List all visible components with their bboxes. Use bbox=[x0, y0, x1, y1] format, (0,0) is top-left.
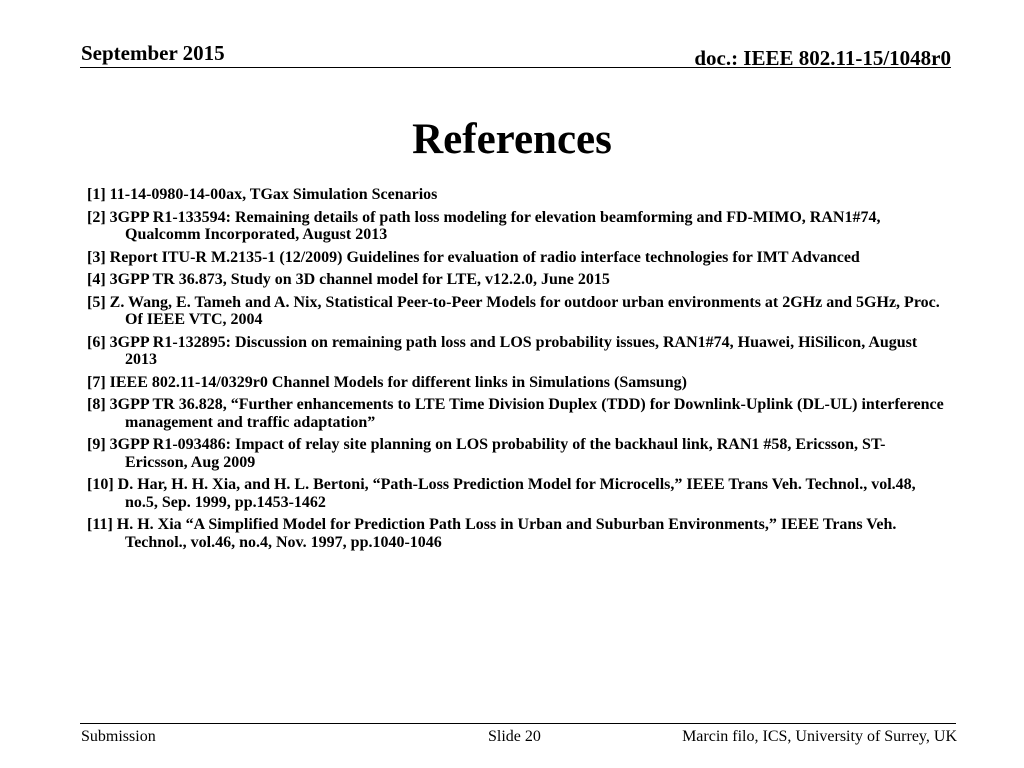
header-divider bbox=[80, 67, 951, 68]
reference-item-11: [11] H. H. Xia “A Simplified Model for Prediction Path Loss in Urban and Suburban Environments,” IEEE Trans Veh. Technol., vol.46, no.4, Nov. 1997, pp.1040-1046 bbox=[87, 516, 897, 551]
reference-item-9: [9] 3GPP R1-093486: Impact of relay site planning on LOS probability of the backhaul link, RAN1 #58, Ericsson, ST-Ericsson, Aug 2009 bbox=[87, 436, 886, 471]
reference-item-5: [5] Z. Wang, E. Tameh and A. Nix, Statistical Peer-to-Peer Models for outdoor urban environments at 2GHz and 5GHz, Proc. Of IEEE VTC, 2004 bbox=[87, 293, 940, 328]
reference-item-1: [1] 11-14-0980-14-00ax, TGax Simulation Scenarios bbox=[87, 186, 438, 203]
footer-submission: Submission bbox=[81, 728, 156, 745]
footer-author: Marcin filo, ICS, University of Surrey, UK bbox=[682, 728, 957, 745]
slide-title: References bbox=[412, 116, 612, 163]
reference-item-6: [6] 3GPP R1-132895: Discussion on remaining path loss and LOS probability issues, RAN1#74, Huawei, HiSilicon, August 2013 bbox=[87, 333, 918, 368]
reference-item-7: [7] IEEE 802.11-14/0329r0 Channel Models for different links in Simulations (Samsung) bbox=[87, 373, 687, 391]
reference-item-10: [10] D. Har, H. H. Xia, and H. L. Bertoni, “Path-Loss Prediction Model for Microcells,” IEEE Trans Veh. Technol., vol.48, no.5, Sep. 1999, pp.1453-1462 bbox=[87, 476, 916, 511]
reference-list bbox=[87, 186, 947, 556]
header-doc-id: doc.: IEEE 802.11-15/1048r0 bbox=[694, 46, 951, 70]
footer-slide-number: Slide 20 bbox=[488, 728, 541, 745]
reference-item-8: [8] 3GPP TR 36.828, “Further enhancements to LTE Time Division Duplex (TDD) for Downlink-Uplink (DL-UL) interference management and traffic adaptation” bbox=[87, 396, 944, 431]
reference-item-2: [2] 3GPP R1-133594: Remaining details of path loss modeling for elevation beamforming and FD-MIMO, RAN1#74, Qualcomm Incorporated, August 2013 bbox=[87, 208, 881, 243]
reference-item-4: [4] 3GPP TR 36.873, Study on 3D channel model for LTE, v12.2.0, June 2015 bbox=[87, 271, 610, 288]
footer-divider bbox=[80, 723, 956, 724]
header-date: September 2015 bbox=[81, 41, 225, 65]
reference-item-3: [3] Report ITU-R M.2135-1 (12/2009) Guidelines for evaluation of radio interface technologies for IMT Advanced bbox=[87, 248, 860, 266]
